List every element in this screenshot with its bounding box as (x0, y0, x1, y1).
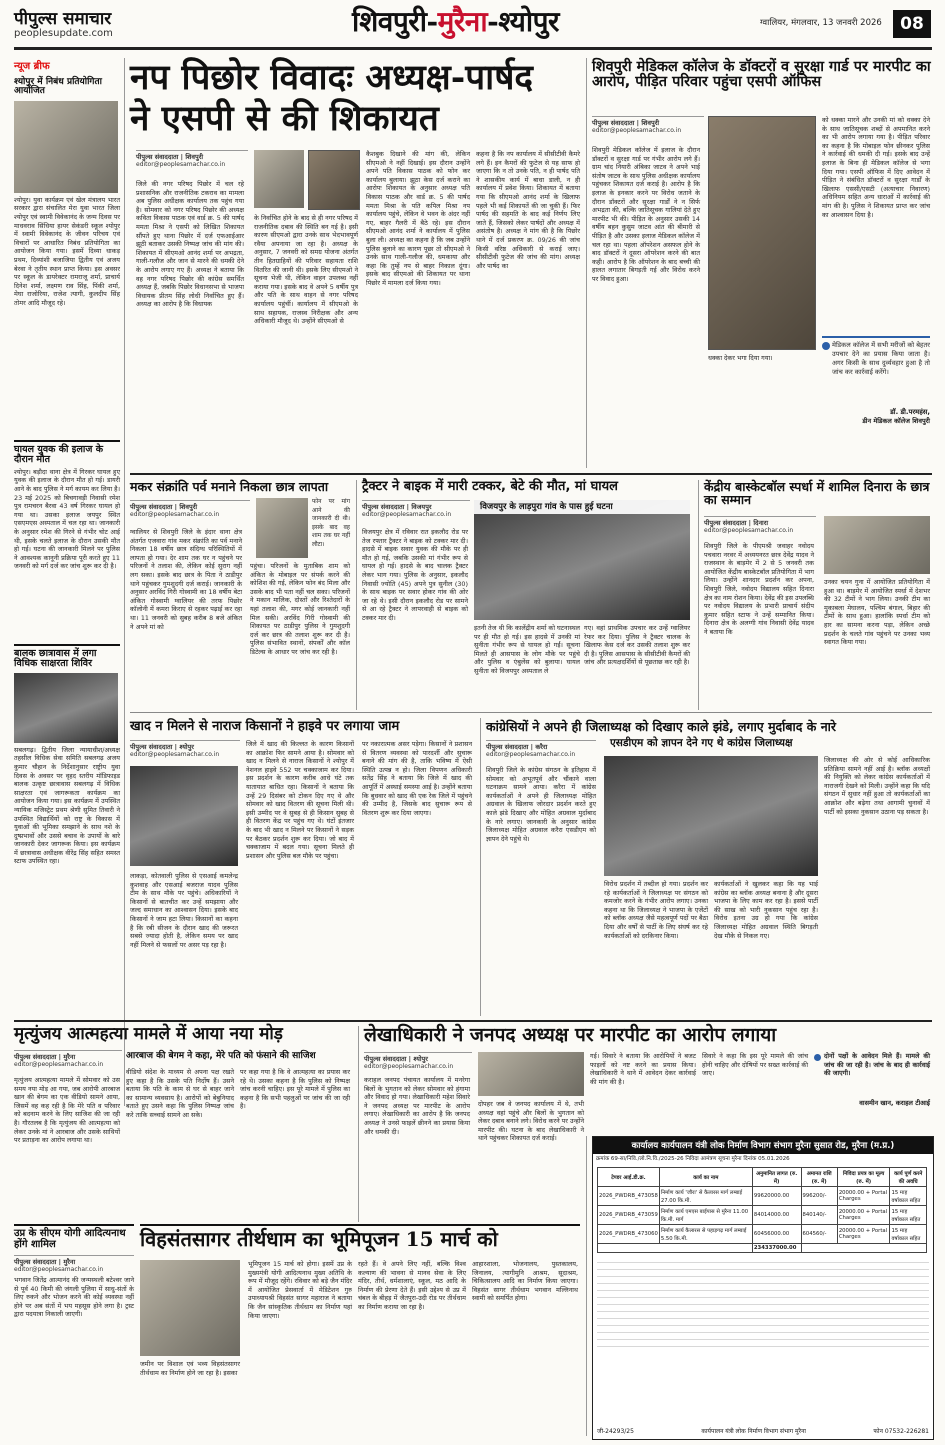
khad-headline[interactable]: खाद न मिलने से नाराज किसानों ने हाइवे पर लगाया जाम (130, 719, 400, 734)
basketball-email[interactable]: editor@peoplesamachar.co.in (704, 527, 794, 534)
mrityunjay-divider (358, 1026, 359, 1222)
medical-byline-place: शिवपुरी (641, 119, 660, 127)
tender-col-cost: अनुमानित लागत (रु. में) (752, 1168, 801, 1187)
row3-rule (14, 1020, 932, 1022)
tender-row2-period: 15 माह वर्षाकाल सहित (890, 1206, 927, 1225)
lead-body-col1: जिले की नगर परिषद पिछोर में चल रहे प्रशासनिक और राजनीतिक टकराव का मामला अब पुलिस अधीक्षक कार्यालय तक पहुंच गया है। सोमवार को नगर परिषद पिछोर की अध्यक्ष कविता विकास पाठक एवं वार्ड क्र. 5 की पार्षद ममता मिश्रा ने एसपी को लिखित शिकायत सौंपते हुए थाना पिछोर में दर्ज एफआईआर झूठी बताकर उसकी निष्पक्ष जांच की मांग की। शिकायत में सीएमओ आनंद शर्मा पर अभद्रता, गाली-गलौज और जान से मारने की धमकी देने के आरोप लगाए गए हैं। अध्यक्ष ने बताया कि वह नगर परिषद पिछोर की कांग्रेस समर्थित अध्यक्ष हैं, जबकि पिछोर विधानसभा से भाजपा विधायक प्रीतम सिंह लोधी निर्वाचित हुए हैं। अध्यक्ष का आरोप है कि विधायक (136, 180, 244, 309)
brief3-heading[interactable]: बालक छात्रावास में लगा विधिक साक्षरता शिविर (14, 644, 120, 669)
callout-bullet-icon (814, 1054, 821, 1061)
section-title-sheopur: -श्योपुर (487, 5, 559, 38)
medical-body-col1: शिवपुरी मेडिकल कॉलेज में इलाज के दौरान डॉक्टरों व सुरक्षा गार्ड पर गंभीर आरोप लगे हैं। ग्राम चांद नियारी अंबिका जाटव ने अपने भाई संतोष जाटव के साथ पुलिस अधीक्षक कार्यालय पहुंचकर शिकायत दर्ज कराई है। आरोप है कि इलाज के इनकार करने पर विरोध जताने के दौरान डॉक्टरों और सुरक्षा गार्डों ने न सिर्फ अभद्रता की, बल्कि जातिसूचक गालियां देते हुए मारपीट भी की। पीड़ित के अनुसार उसकी 14 वर्षीय बहन कुसुम जाटव आंत की बीमारी से पीड़ित है और उसका इलाज मेडिकल कॉलेज में चल रहा था। पहला ऑपरेशन असफल होने के बाद डॉक्टरों ने दूसरा ऑपरेशन करने की बात कही। आरोप है कि ऑपरेशन के बाद बच्ची की हालत लगातार बिगड़ती गई और विरोध करने पर विवाद हुआ। (592, 146, 700, 283)
row2-rule (130, 712, 932, 713)
tender-row1-id: 2026_PWDRB_473058 (598, 1187, 660, 1206)
lead-body-col3: कैशबुक दिखाने की मांग की, लेकिन सीएमओ ने नहीं दिखाई। इस दौरान उन्होंने अपने पति विकास पाठक को फोन कर कार्यालय बुलाया। झूठा केस दर्ज कराने का आरोपः शिकायत के अनुसार अध्यक्ष पति विकास पाठक और वार्ड क्र. 5 की पार्षद ममता मिश्रा के पति कपिल मिश्रा नप कार्यालय पहुंचे, लेकिन वे भवन के अंदर नहीं गए, बाहर गैलरी में बैठे रहे। इस दौरान सीएमओ आनंद शर्मा ने कार्यालय में पुलिस बुला ली। अध्यक्ष का कहना है कि जब उन्होंने पुलिस बुलाने का कारण पूछा तो सीएमओ ने उनके साथ गाली-गलौज की, धमकाया और कहा कि तुम्हें नप से बाहर निकाल दूंगा। इसके बाद सीएमओ की शिकायत पर थाना पिछोर में मामला दर्ज किया गया। (366, 150, 470, 287)
khad-photo (130, 766, 238, 866)
cm-body: भगवान जितेंद्र आत्मानंद की जन्मस्थली बटेश्वर जाने से पूर्व 40 किमी की जंगली पुलिया में साधु-संतों के लिए रुकने और भोजन करने की कोई व्यवस्था नहीं होने पर अब संतों में भय महसूस होने लगा है। ट्रस्ट द्वारा पदयात्रा निकाली जाएगी। (14, 1276, 134, 1319)
mrityunjay-body-col3: पर कहा गया है कि वे आत्महत्या का प्रयास कर रहे थे। उसका कहना है कि पुलिस को निष्पक्ष जांच करनी चाहिए। इस पूरे मामले में पुलिस का कहना है कि सभी पहलुओं पर जांच की जा रही है। (240, 1068, 350, 1111)
lekha-body-col1: कराहल जनपद पंचायत कार्यालय में मनरेगा बिलों के भुगतान को लेकर सोमवार को हंगामा और विवाद हो गया। लेखाधिकारी महेश सिवारे ने जनपद अध्यक्ष पर मारपीट के आरोप लगाए। लेखाधिकारी का आरोप है कि जनपद अध्यक्ष ने उनसे फाइलें छीनने का प्रयास किया और धमकी दी। (364, 1076, 470, 1136)
basketball-byline-place: दिनारा (753, 519, 769, 527)
tender-row2-deposit: 840140/- (801, 1206, 837, 1225)
congress-byline-place: करैरा (535, 743, 548, 751)
medical-email[interactable]: editor@peoplesamachar.co.in (592, 127, 682, 134)
tender-col-id: टेण्डर आई.डी.क्र. (598, 1168, 660, 1187)
tirth-body-col4: आहारशाला, भोजनालय, पुस्तकालय, जिनालय, त्यागीमुनि आश्रम, सूदाश्रम, चिकित्सालय आदि का निर्माण किया जाएगा। विहसंत सागर तीर्थधाम भगवान मल्लिनाथ स्वामी को समर्पित होगा। (472, 1260, 578, 1303)
left-column-divider (124, 58, 125, 1106)
mrityunjay-byline-reporter: पीपुल्स संवाददाता (14, 1053, 57, 1061)
medical-byline: पीपुल्स संवाददाता | शिवपुरी editor@peoplesamachar.co.in (592, 116, 704, 134)
khad-story (130, 716, 474, 1018)
tractor-body-col1: विजयपुर क्षेत्र में रविवार रात इकलौद रोड पर तेज रफ्तार ट्रैक्टर ने बाइक को टक्कर मार दी। हादसे में बाइक सवार युवक की मौके पर ही मौत हो गई, जबकि उसकी मां गंभीर रूप से घायल हो गई। हादसे के बाद चालक ट्रैक्टर लेकर भाग गया। पुलिस के अनुसार, इकलौद निवासी ज्योति (45) अपने पुत्र सुनील (30) के साथ बाइक पर सवार होकर गांव की ओर जा रहे थे। इसी दौरान इकलौद रोड पर सामने से आ रहे ट्रैक्टर ने लापरवाही से बाइक को टक्कर मार दी। (362, 528, 468, 622)
chhatra-byline-reporter: पीपुल्स संवाददाता (130, 503, 173, 511)
lekha-callout-text: दोनों पक्षों के आवेदन मिले हैं। मामले की जांच की जा रही है। जांच के बाद ही कार्रवाई की जाएगी। (824, 1052, 930, 1078)
mrityunjay-story (14, 1024, 352, 1224)
mrityunjay-body-col2: वीडियो संदेश के माध्यम से अपना पक्ष रखते हुए कहा है कि उसके पति निर्दोष हैं। उसने बताया कि पति के काम से घर से बाहर जाने का सामान्य व्यवसाय है। आरोपों को बेबुनियाद बताते हुए उसने कहा कि पुलिस निष्पक्ष जांच करे ताकि सच्चाई सामने आ सके। (126, 1068, 234, 1119)
tractor-photo (474, 500, 690, 620)
tender-notice (592, 1136, 934, 1440)
masthead-rule (14, 47, 932, 50)
khad-body-col1: जिले में खाद की किल्लत के कारण किसानों का आक्रोश फिर सामने आया है। सोमवार को खाद न मिलने से नाराज किसानों ने श्योपुर में नेशनल हाइवे 552 पर चक्काजाम कर दिया। इस प्रदर्शन के कारण करीब आधे घंटे तक यातायात बाधित रहा। किसानों ने बताया कि उन्हें 29 दिसंबर को टोकन दिए गए थे और सोमवार को खाद वितरण की सूचना मिली थी। इसी उम्मीद पर वे सुबह से ही किसान सुबह से ही वितरण केंद्र पर पहुंच गए थे। घंटों इंतजार के बाद भी खाद न मिलने पर किसानों ने सड़क पर बैठकर प्रदर्शन शुरू कर दिया। जो बाद में चक्काजाम में बदल गया। सूचना मिलते ही प्रशासन और पुलिस बल मौके पर पहुंचा। (246, 740, 354, 860)
lekha-photo (478, 1052, 584, 1096)
congress-headline[interactable]: कांग्रेसियों ने अपने ही जिलाध्यक्ष को दिखाए काले झंडे, लगाए मुर्दाबाद के नारे (486, 719, 837, 734)
tender-row2-fee: 20000.00 + Portal Charges (837, 1206, 890, 1225)
tender-footer-office: कार्यपालन यंत्री लोक निर्माण विभाग संभाग मुरैना (701, 1428, 806, 1435)
tender-row1-period: 15 माह वर्षाकाल सहित (890, 1187, 927, 1206)
news-brief-column (14, 54, 120, 1104)
medical-photo (708, 116, 816, 350)
table-row (598, 1206, 927, 1225)
medical-story (592, 54, 932, 474)
chhatra-sidebar-text: फोन पर मांग आने की जानकारी दी थी। इसके बाद वह शाम तक घर नहीं लौटा। (312, 498, 350, 548)
tractor-divider (698, 480, 699, 710)
chhatra-headline[interactable]: मकर संक्रांति पर्व मनाने निकला छात्र लापता (130, 479, 329, 494)
lead-photo-president (254, 150, 304, 208)
tender-total-label-cell (598, 1244, 753, 1253)
website-url[interactable]: peoplesupdate.com (14, 28, 113, 39)
lekha-byline: पीपुल्स संवाददाता | श्योपुर editor@peoplesamachar.co.in (364, 1052, 472, 1070)
lekha-email[interactable]: editor@peoplesamachar.co.in (364, 1063, 454, 1070)
congress-body-col3: कार्यकर्ताओं ने खुलकर कहा कि यह भाई कांग्रेस का ब्लॉक अध्यक्ष बनाना है और दूसरा भाजपा के लिए काम कर रहा है। इससे पार्टी की साख को भारी नुकसान पहुंच रहा है। विरोध इतना उग्र हो गया कि कांग्रेस जिलाध्यक्ष मोहित अग्रवाल स्थिति बिगड़ती देख मौके से निकल गए। (714, 880, 818, 940)
tender-title: कार्यालय कार्यपालन यंत्री लोक निर्माण विभाग संभाग मुरैना सुसात रोड, मुरैना (म.प्र.) (593, 1137, 933, 1154)
table-row (598, 1225, 927, 1244)
medical-note-name: डॉ. डी.परमहंस, (890, 408, 930, 416)
tender-row3-id: 2026_PWDRB_473060 (598, 1225, 660, 1244)
congress-story (486, 716, 932, 1018)
chhatra-body-col1: ग्वालियर से शिवपुरी जिले के इंदार थाना क्षेत्र अंतर्गत एजवारा गांव मकर संक्रांति का पर्व मनाने निकला 18 वर्षीय छात्र संदिग्ध परिस्थितियों में लापता हो गया। देर शाम तक घर न पहुंचने पर परिजनों ने तलाश की, लेकिन कोई सुराग नहीं लग सका। इसके बाद छात्र के पिता ने ठाडीपुर थाने पहुंचकर गुमशुदगी दर्ज कराई। जानकारी के अनुसार अरविंद गिरी गोस्वामी का 18 वर्षीय बेटा अंकित गोस्वामी ग्वालियर की तरफ पिछोर कॉलोनी में कमरा किराए से रहकर पढ़ाई कर रहा था। 11 जनवरी को सुबह करीब 8 बजे अंकित ने अपने मां को (130, 528, 242, 631)
lekha-callout-name: वासमीन खान, कराहल टीआई (859, 1099, 930, 1107)
congress-body-col2: विरोध प्रदर्शन में तब्दील हो गया। प्रदर्शन कर रहे कार्यकर्ताओं ने जिलाध्यक्ष पर संगठन को कमजोर करने के गंभीर आरोप लगाए। उनका कहना था कि जिलाध्यक्ष ने भाजपा के एजेंटों को ब्लॉक अध्यक्ष जैसे महत्वपूर्ण पदों पर बैठा दिया और वर्षों से पार्टी के लिए संघर्ष कर रहे कार्यकर्ताओं को दरकिनार किया। (604, 880, 708, 940)
logo[interactable]: पीपुल्स समाचार (14, 9, 112, 29)
tender-col-deposit: अमानत राशि (रु. में) (801, 1168, 837, 1187)
tractor-headline[interactable]: ट्रैक्टर ने बाइक में मारी टक्कर, बेटे की मौत, मां घायल (362, 479, 618, 494)
tirth-photo (140, 1260, 240, 1356)
congress-body-col1: शिवपुरी जिले के कांग्रेस संगठन के इतिहास में सोमवार को अभूतपूर्व और चौंकाने वाला घटनाक्रम सामने आया। करैरा में कांग्रेस कार्यकर्ताओं ने अपने ही जिलाध्यक्ष मोहित अग्रवाल के खिलाफ जोरदार प्रदर्शन करते हुए काले झंडे दिखाए और मोहित अग्रवाल मुर्दाबाद के नारे लगाए। जानकारी के अनुसार कांग्रेस जिलाध्यक्ष मोहित अग्रवाल करैरा एसडीएम को ज्ञापन देने पहुंचे थे। (486, 766, 596, 843)
tirth-divider (586, 1136, 587, 1436)
brief3-photo (14, 673, 118, 743)
tender-terms-block (597, 1256, 929, 1348)
chhatra-divider (356, 480, 357, 710)
quote-icon (822, 342, 830, 350)
tractor-byline: पीपुल्स संवाददाता | विजयपुर editor@peoplesamachar.co.in (362, 500, 470, 518)
tender-table (597, 1167, 927, 1253)
basketball-body-col1: शिवपुरी जिले के पीएमश्री जवाहर नवोदय पचवारा नरवर में अध्ययनरत छात्र देवेंद्र यादव ने राजस्थान के बाड़मेर में 2 से 5 जनवरी तक आयोजित केंद्रीय बास्केटबॉल प्रतियोगिता में भाग लिया। उन्होंने शानदार प्रदर्शन कर अपना, शिवपुरी जिले, नवोदय विद्यालय सहित दिनारा क्षेत्र का नाम रोशन किया। देवेंद्र की इस उपलब्धि पर नवोदय विद्यालय के प्रभारी प्राचार्य संदीप कुमार सहित स्टाफ ने उन्हें सम्मानित किया। दिनारा क्षेत्र के अलग्गी गांव निवासी देवेंद्र यादव ने बताया कि (704, 542, 814, 636)
section-title (352, 2, 559, 40)
lead-photo-councillor (308, 150, 360, 210)
brief3-body: सबलगढ़। द्वितीय जिला न्यायाधीश/अध्यक्ष तहसील विधिक सेवा समिति सबलगढ़ अजय कुमार चौहान के निर्देशानुसार राष्ट्रीय युवा दिवस के अवसर पर वृहद स्तरीय मॉडिफाइड बालक उत्कृष्ट छात्रावास सबलगढ़ में विधिक साक्षरता एवं जागरूकता कार्यक्रम का आयोजन किया गया। इस कार्यक्रम में उपस्थित न्यायिक मजिस्ट्रेट प्रथम श्रेणी सुमित तिवारी ने उपस्थित विद्यार्थियों को राष्ट्र के विकास में युवाओं की भूमिका समझाने के साथ नशे के दुष्प्रभावों और उससे बचाव के उपायों के बारे जानकारी देकर जागरूक किया। इस कार्यक्रम में छात्रावास अधीक्षक वीरेंद्र सिंह सहित समस्त स्टाफ उपस्थित रहा। (14, 745, 120, 866)
tirth-body-col1: जमीन पर विशाल एवं भव्य विहसंतसागर तीर्थधाम का निर्माण होने जा रहा है। इसका (140, 1360, 240, 1377)
lead-byline-reporter: पीपुल्स संवाददाता (136, 153, 179, 161)
table-row (598, 1244, 927, 1253)
basketball-byline-reporter: पीपुल्स संवाददाता (704, 519, 747, 527)
tender-row2-id: 2026_PWDRB_473059 (598, 1206, 660, 1225)
lead-body-col2: के निर्वाचित होने के बाद से ही नगर परिषद में राजनीतिक दबाव की स्थिति बन गई है। इसी कारण सीएमओ द्वारा उनके साथ भेदभावपूर्ण रवैया अपनाया जा रहा है। अध्यक्ष के अनुसार, 7 जनवरी को समग्र योजना अंतर्गत तीन हितग्राहियों की परिवार सहायता राशि वितरित की जानी थी। इसके लिए सीएमओ ने सूचना भेजी थी, लेकिन वाहन उपलब्ध नहीं कराया गया। इसके बाद वे अपने 5 वर्षीय पुत्र और पति के साथ वाहन से नगर परिषद कार्यालय पहुंचीं। कार्यालय में सीएमओ के साथ सहायक, राजस्व निरीक्षक और अन्य अधिकारी मौजूद थे। उन्होंने सीएमओ से (254, 214, 358, 326)
tender-total: 234337000.00 (752, 1244, 801, 1253)
lead-headline-line1[interactable]: नप पिछोर विवादः अध्यक्ष-पार्षद (130, 57, 534, 98)
tractor-byline-reporter: पीपुल्स संवाददाता (362, 503, 405, 511)
tender-col-period: कार्य पूर्ण करने की अवधि (890, 1168, 927, 1187)
page-number: 08 (893, 10, 931, 38)
tender-col-name: कार्य का नाम (659, 1168, 752, 1187)
brief1-photo (14, 101, 118, 193)
tender-row1-deposit: 996200/- (801, 1187, 837, 1206)
section-title-morena: मुरैना (437, 5, 488, 38)
lead-headline-line2[interactable]: ने एसपी से की शिकायत (130, 97, 439, 139)
lead-email[interactable]: editor@peoplesamachar.co.in (136, 161, 226, 168)
chhatra-body-col2: पहुंचा। परिजनों के मुताबिक शाम को अंकित के मोबाइल पर संपर्क करने की कोशिश की गई, लेकिन फोन बंद मिला और उसके बाद भी पता नहीं चल सका। परिजनों ने मकान मालिक, दोस्तों और रिश्तेदारों के यहां तलाश की, मगर कोई जानकारी नहीं मिल सकी। अरविंद गिरी गोस्वामी की शिकायत पर ठाडीपुर पुलिस ने गुमशुदगी दर्ज कर छात्र की तलाश शुरू कर दी है। पुलिस संभावित स्थानों, संपर्कों और कॉल डिटेल्स के आधार पर जांच कर रही है। (250, 562, 350, 656)
news-brief-label: न्यूज ब्रीफ (14, 61, 50, 72)
medical-note: मेडिकल कॉलेज में सभी मरीजों को बेहतर उपचार देने का प्रयास किया जाता है। अगर किसी के साथ दुर्व्यवहार हुआ है तो जांच कर कार्रवाई करेंगे। (832, 341, 930, 376)
brief1-heading[interactable]: श्योपुर में निबंध प्रतियोगिता आयोजित (14, 77, 102, 97)
tender-row1-cost: 99620000.00 (752, 1187, 801, 1206)
lekha-byline-reporter: पीपुल्स संवाददाता (364, 1055, 407, 1063)
tender-intro: क्रमांक 69-सा/निवि./लो.नि.वि./2025-26 निविदा आमंत्रण सूचना मुरैना दिनांक 05.01.2026 (596, 1156, 790, 1162)
mrityunjay-byline: पीपुल्स संवाददाता | मुरैना editor@peoplesamachar.co.in (14, 1050, 122, 1068)
section-title-shivpuri: शिवपुरी- (352, 5, 438, 38)
tender-row1-name: निर्माण कार्य 'जौरा' से कैलारस मार्ग लम्बाई 27.00 कि.मी. (659, 1187, 752, 1206)
cm-byline-place: मुरैना (63, 1258, 76, 1266)
medical-headline[interactable]: शिवपुरी मेडिकल कॉलेज के डॉक्टरों व सुरक्षा गार्ड पर मारपीट का आरोप, पीड़ित परिवार पहुंचा एसपी ऑफिस (592, 59, 931, 91)
khad-byline: पीपुल्स संवाददाता | श्योपुर editor@peoplesamachar.co.in (130, 740, 240, 758)
mrityunjay-body-col1: मृत्युंजय आत्महत्या मामले में सोमवार को उस समय नया मोड़ आ गया, जब आरोपी आरबाज खान की बेगम का एक वीडियो सामने आया, जिसमें वह कह रही है कि मेरे पति व परिवार को बदनाम करने के लिए साजिश की जा रही है। गौरतलब है कि मृत्युंजय की आत्महत्या को लेकर उनके मां ने आरबाज और उसके साथियों पर प्रताड़ना का आरोप लगाया था। (14, 1076, 120, 1145)
lekha-callout (814, 1052, 930, 1130)
tender-footer (597, 1427, 929, 1435)
tender-row2-cost: 84014000.00 (752, 1206, 801, 1225)
chhatra-byline-place: शिवपुरी (179, 503, 198, 511)
dateline: ग्वालियर, मंगलवार, 13 जनवरी 2026 (760, 18, 882, 28)
center-divider-top (586, 58, 587, 468)
cm-byline: पीपुल्स संवाददाता | मुरैना (14, 1255, 134, 1266)
tender-col-fee: निविदा प्रपत्र का मूल्य (रु. में) (837, 1168, 890, 1187)
tender-row3-period: 15 माह वर्षाकाल सहित (890, 1225, 927, 1244)
lekha-headline[interactable]: लेखाधिकारी ने जनपद अध्यक्ष पर मारपीट का आरोप लगाया (364, 1024, 777, 1046)
tender-row3-name: निर्माण कार्य कैलारस से पहाड़गढ़ मार्ग लम्बाई 5.50 कि.मी. (659, 1225, 752, 1244)
medical-body-col2: धक्का देकर भगा दिया गया। (708, 354, 773, 362)
tender-row3-deposit: 604560/- (801, 1225, 837, 1244)
tender-footer-code: जी-24293/25 (597, 1428, 634, 1435)
cm-byline-reporter: पीपुल्स संवाददाता (14, 1258, 57, 1266)
cm-headline[interactable]: उप्र के सीएम योगी आदित्यनाथ होंगे शामिल (14, 1228, 126, 1250)
tender-row1-fee: 20000.00 + Portal Charges (837, 1187, 890, 1206)
tractor-email[interactable]: editor@peoplesamachar.co.in (362, 511, 452, 518)
tractor-body-col3: गए। वहां प्राथमिक उपचार कर उन्हें ग्वालियर रेफर कर दिया। पुलिस ने ट्रैक्टर चालक के खिलाफ केस दर्ज कर उसकी तलाश शुरू कर दी है। पुलिस आसपास के सीसीटीवी कैमरों की जांच और प्रत्यक्षदर्शियों से पूछताछ कर रही है। (584, 624, 690, 667)
basketball-byline: पीपुल्स संवाददाता | दिनारा editor@peoplesamachar.co.in (704, 516, 816, 534)
lead-body-col4: कहना है कि नप कार्यालय में सीसीटीवी कैमरे लगे हैं। इन कैमरों की फुटेज से यह साफ हो जाएगा कि न तो उनके पति, न ही पार्षद पति ने शासकीय कार्य में बाधा डाली, न ही कार्यालय में प्रवेश किया। शिकायत में बताया गया कि सीएमओ आनंद शर्मा के खिलाफ पहले भी कई शिकायतें की जा चुकी हैं। फिर पार्षद की सहमति के बाद कई निर्णय लिए जाते हैं, जिसको लेकर पार्षदों और अध्यक्ष में असंतोष है। अध्यक्ष ने मांग की है कि पिछोर थाने में दर्ज प्रकरण क्र. 09/26 की जांच किसी वरिष्ठ अधिकारी से कराई जाए। सीसीटीवी फुटेज की जांच की मांग। अध्यक्ष और पार्षद का (476, 150, 580, 270)
tender-footer-phone: फोन 07532-226281 (873, 1428, 929, 1435)
basketball-headline[interactable]: केंद्रीय बास्केटबॉल स्पर्धा में शामिल दिनारा के छात्र का सम्मान (704, 479, 930, 508)
chhatra-story (130, 478, 350, 710)
congress-byline-reporter: पीपुल्स संवाददाता (486, 743, 529, 751)
medical-byline-reporter: पीपुल्स संवाददाता (592, 119, 635, 127)
medical-note-box (822, 336, 930, 472)
congress-email[interactable]: editor@peoplesamachar.co.in (486, 751, 576, 758)
congress-photo (604, 756, 818, 876)
cm-story (14, 1224, 134, 1440)
chhatra-photo (256, 498, 308, 558)
lekha-body-col2: दोपहर जब वे जनपद कार्यालय में थे, तभी अध्यक्ष वहां पहुंचे और बिलों के भुगतान को लेकर दबाव बनाने लगे। विरोध करने पर उन्होंने मारपीट की। घटना के बाद लेखाधिकारी ने थाने पहुंचकर शिकायत दर्ज कराई। (478, 1100, 584, 1143)
medical-note-title: डीन मेडिकल कॉलेज शिवपुरी (862, 417, 930, 425)
mrityunjay-subhead: आरबाज की बेगम ने कहा, मेरे पति को फंसाने की साजिश (126, 1051, 316, 1061)
congress-body-col4: जिलाध्यक्ष की ओर से कोई आधिकारिक प्रतिक्रिया सामने नहीं आई है। ब्लॉक अध्यक्षों की नियुक्ति को लेकर कांग्रेस कार्यकर्ताओं में नाराजगी देखने को मिली। उन्होंने कहा कि यदि संगठन में सुधार नहीं हुआ तो कार्यकर्ताओं का आक्रोश और बढ़ेगा तथा आगामी चुनावों में पार्टी को इसका नुकसान उठाना पड़ सकता है। (824, 756, 930, 816)
mrityunjay-headline[interactable]: मृत्युंजय आत्महत्या मामले में आया नया मोड़ (14, 1024, 283, 1044)
congress-subheadline: एसडीएम को ज्ञापन देने गए थे कांग्रेस जिलाध्यक्ष (610, 737, 793, 749)
lead-byline-place: शिवपुरी (185, 153, 204, 161)
tirth-headline[interactable]: विहसंतसागर तीर्थधाम का भूमिपूजन 15 मार्च को (140, 1227, 498, 1251)
mrityunjay-email[interactable]: editor@peoplesamachar.co.in (14, 1061, 104, 1068)
lead-story (130, 54, 582, 494)
khad-byline-reporter: पीपुल्स संवाददाता (130, 743, 173, 751)
tender-row3-cost: 60456000.00 (752, 1225, 801, 1244)
brief2-body: श्योपुर। बड़ौदा थाना क्षेत्र में गिरकर घायल हुए युवक की इलाज के दौरान मौत हो गई। डायरी आने के बाद पुलिस ने मर्ग कायम कर लिया है। 23 मई 2025 को बिचगावड़ी निवासी रमेश पुत्र रामचरन बैरवा 43 वर्ष गिरकर घायल हो गया था। उसका इलाज जयपुर स्थित एसएमएस अस्पताल में चल रहा था। जानकारी के अनुसार रमेश की गिरने से गंभीर चोट आई थी, इसके चलते इलाज के दौरान उसकी मौत हो गई। घटना की जानकारी मिलने पर पुलिस ने आवश्यक कानूनी प्रक्रिया पूरी करते हुए 11 जनवरी को मर्ग दर्ज कर जांच शुरू कर दी है। (14, 467, 120, 571)
tirth-body-col3: रहते हैं। वे अपने लिए नहीं, बल्कि विश्व कल्याण की भावना से मानव सेवा के लिए मंदिर, तीर्थ, धर्मशालाएं, स्कूल, मठ आदि के निर्माण की प्रेरणा देते हैं। इसी उद्देश्य से उप्र में चंबल के बीहड़ में जैतपुरा-उदी रोड पर तीर्थधाम का निर्माण कराया जा रहा है। (358, 1260, 466, 1311)
basketball-story (704, 478, 932, 710)
khad-byline-place: श्योपुर (179, 743, 194, 751)
chhatra-email[interactable]: editor@peoplesamachar.co.in (130, 511, 220, 518)
lead-byline: पीपुल्स संवाददाता | शिवपुरी editor@peoplesamachar.co.in (136, 150, 248, 168)
tractor-byline-place: विजयपुर (411, 503, 432, 511)
tractor-story (362, 478, 692, 710)
tirth-body-col2: भूमिपूजन 15 मार्च को होगा। इसमें उप्र के मुख्यमंत्री योगी आदित्यनाथ मुख्य अतिथि के रूप में मौजूद रहेंगे। रविवार को बड़े जैन मंदिर में आयोजित प्रेसवार्ता में मेडिटेशन गुरु उपाध्यायश्री विहसंत सागर महाराज ने बताया कि जैन सांस्कृतिक तीर्थधाम का निर्माण यहां किया जाएगा। (248, 1260, 352, 1320)
basketball-photo (824, 516, 930, 574)
row1-rule (130, 473, 932, 475)
lekha-byline-place: श्योपुर (413, 1055, 428, 1063)
basketball-body-col2: उनका चयन गुना में आयोजित प्रतियोगिता में हुआ था। बाड़मेर में आयोजित स्पर्धा में देशभर की 32 टीमों ने भाग लिया। उनकी टीम का मुकाबला मेघालय, पश्चिम बंगाल, बिहार की टीमों के साथ हुआ। हालांकि स्पर्धा टीम को हार का सामना करना पड़ा, लेकिन अच्छे प्रदर्शन के चलते गांव पहुंचने पर उनका भव्य स्वागत किया गया। (824, 578, 930, 647)
tirth-story (140, 1224, 580, 1440)
congress-byline: पीपुल्स संवाददाता | करैरा editor@peoplesamachar.co.in (486, 740, 596, 758)
lekha-story (364, 1024, 932, 1143)
tractor-photo-caption: विजयपुर के लाड़पुरा गांव के पास हुई घटना (474, 500, 690, 514)
brief2-heading[interactable]: घायल युवक की इलाज के दौरान मौत (14, 440, 120, 465)
masthead (0, 0, 945, 50)
khad-divider (480, 718, 481, 1016)
table-row (598, 1187, 927, 1206)
medical-body-col3: को धक्का मारने और उनकी मां को धक्का देने के साथ जातिसूचक शब्दों से अपमानित करने का भी आरोप लगाया गया है। पीड़ित परिवार का कहना है कि मोबाइल फोन छीनकर पुलिस ने कार्रवाई की धमकी दी गई। इसके बाद उन्हें इलाज के बिना ही मेडिकल कॉलेज से भगा दिया गया। एसपी ऑफिस में दिए आवेदन में पीड़ित ने संबंधित डॉक्टरों व सुरक्षा गार्डों के खिलाफ एससी/एसटी (अत्याचार निवारण) अधिनियम सहित अन्य धाराओं में कार्रवाई की मांग की है। पुलिस ने शिकायत प्राप्त कर जांच का आश्वासन दिया है। (822, 116, 930, 219)
cm-email[interactable]: editor@peoplesamachar.co.in (14, 1266, 104, 1273)
lekha-body-col4: सिवारे ने कहा कि इस पूरे मामले की जांच होनी चाहिए और दोषियों पर सख्त कार्रवाई की जाए। (702, 1052, 808, 1078)
tender-row3-fee: 20000.00 + Portal Charges (837, 1225, 890, 1244)
brief1-body: श्योपुर। युवा कार्यक्रम एवं खेल मंत्रालय भारत सरकार द्वारा संचालित मेरा युवा भारत जिला श्योपुर एवं स्वामी विवेकानंद के जन्म दिवस पर माधवराव सिंधिया हायर सेकंडरी स्कूल श्योपुर में स्वामी विवेकानंद के जीवन परिचय एवं विचारों पर आधारित निबंध प्रतियोगिता का आयोजन किया गया। इसमें दिव्या धाकड़ प्रथम, दिव्यांशी बजाजिया द्वितीय एवं अजय बेरवा ने तृतीय स्थान प्राप्त किया। इस अवसर पर स्कूल के डायरेक्टर रामराजू शर्मा, प्राचार्य दिनेश शर्मा, लक्ष्मण राव सिंह, पिंकी शर्मा, मेघा राजोरिया, राजेश त्यागी, कुलदीप सिंह तोमर आदि मौजूद रहे। (14, 195, 120, 307)
lekha-body-col3: गई। सिवारे ने बताया कि आरोपियों ने बजट फाइलों को नष्ट करने का प्रयास किया। लेखाधिकारी ने थाने में आवेदन देकर कार्रवाई की मांग की है। (590, 1052, 696, 1086)
tender-row2-name: निर्माण कार्य एमएस बाईपास से मुरैना 11.00 कि.मी. मार्ग (659, 1206, 752, 1225)
khad-body-col2: लाकड़ा, कोतवाली पुलिस से एसआई कमलेन्द्र कुशवाह और एसआई बजराज यादव पुलिस टीम के साथ मौके पर पहुंचे। अधिकारियों ने किसानों से बातचीत कर उन्हें समझाया और जल्द समाधान का आश्वासन दिया। इसके बाद किसानों ने जाम हटा लिया। किसानों का कहना है कि रबी सीजन के दौरान खाद की जरूरत सबसे ज्यादा होती है, लेकिन समय पर खाद नहीं मिलने से फसलों पर असर पड़ रहा है। (130, 872, 238, 949)
tractor-body-col2: इतनी तेज थी कि कालेंद्रीय शर्मा को घटनास्थल पर ही मौत हो गई। इस हादसे में उनकी मां सुनीता गंभीर रूप से घायल हो गईं। सूचना मिलते ही आसपास के लोग मौके पर पहुंचे और पुलिस व एंबुलेंस को बुलाया। घायल सुनीता को विजयपुर अस्पताल ले (474, 624, 580, 675)
mrityunjay-byline-place: मुरैना (63, 1053, 76, 1061)
khad-email[interactable]: editor@peoplesamachar.co.in (130, 751, 220, 758)
tender-total-blank-cell (801, 1244, 926, 1253)
chhatra-byline: पीपुल्स संवाददाता | शिवपुरी editor@peoplesamachar.co.in (130, 500, 250, 518)
khad-body-col3: पर नकारात्मक असर पड़ेगा। किसानों ने प्रशासन से वितरण व्यवस्था को पारदर्शी और सुचारू बनाने की मांग की है, ताकि भविष्य में ऐसी स्थिति उत्पन्न न हो। जिला विपणन अधिकारी सतेंद्र सिंह ने बताया कि जिले में खाद की आपूर्ति में अस्थाई समस्या आई है। उन्होंने बताया कि बुधवार को खाद की एक रेक जिले में पहुंचने की उम्मीद है, जिसके बाद सुचारू रूप से वितरण शुरू कर दिया जाएगा। (362, 740, 472, 817)
